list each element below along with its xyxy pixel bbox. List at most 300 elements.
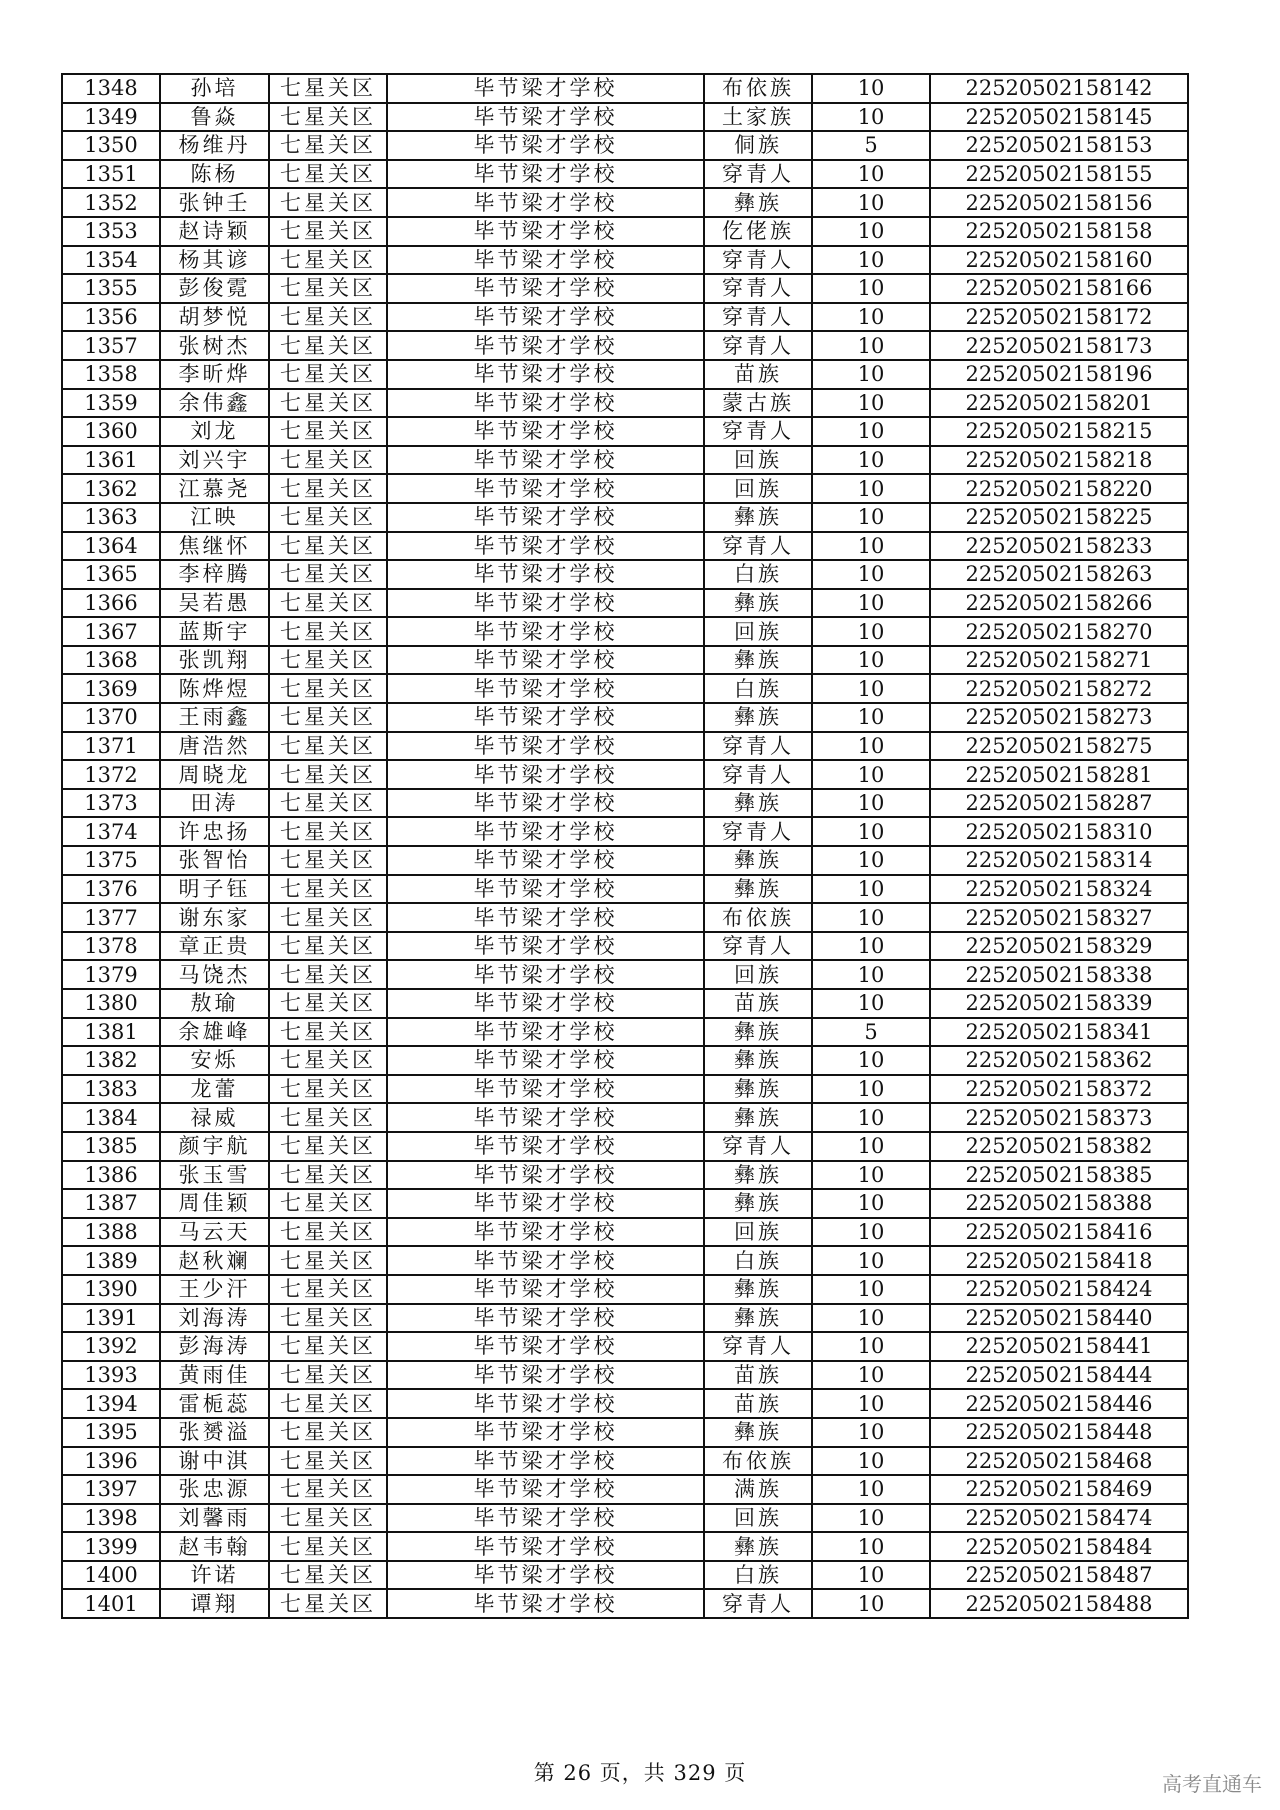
table-row	[62, 74, 1188, 103]
exam-id-cell: 22520502158338	[930, 960, 1188, 989]
school-cell: 毕节梁才学校	[387, 103, 704, 132]
bonus-points-cell: 10	[812, 360, 930, 389]
row-number-cell: 1377	[62, 903, 160, 932]
name-cell: 周晓龙	[160, 760, 269, 789]
ethnicity-cell: 彝族	[704, 503, 812, 532]
bonus-points-cell: 10	[812, 1475, 930, 1504]
school-cell: 毕节梁才学校	[387, 1103, 704, 1132]
district-cell: 七星关区	[269, 875, 387, 904]
table-row	[62, 989, 1188, 1018]
bonus-points-cell: 10	[812, 74, 930, 103]
ethnicity-cell: 彝族	[704, 789, 812, 818]
bonus-points-cell: 10	[812, 417, 930, 446]
exam-id-cell: 22520502158196	[930, 360, 1188, 389]
ethnicity-cell: 白族	[704, 674, 812, 703]
school-cell: 毕节梁才学校	[387, 446, 704, 475]
table-row	[62, 360, 1188, 389]
table-row	[62, 1532, 1188, 1561]
school-cell: 毕节梁才学校	[387, 274, 704, 303]
row-number-cell: 1357	[62, 331, 160, 360]
exam-id-cell: 22520502158444	[930, 1361, 1188, 1390]
watermark: 高考直通车	[1162, 1772, 1262, 1796]
name-cell: 张智怡	[160, 846, 269, 875]
table-row	[62, 1189, 1188, 1218]
school-cell: 毕节梁才学校	[387, 1361, 704, 1390]
exam-id-cell: 22520502158273	[930, 703, 1188, 732]
school-cell: 毕节梁才学校	[387, 331, 704, 360]
name-cell: 刘海涛	[160, 1304, 269, 1333]
table-row	[62, 732, 1188, 761]
name-cell: 谢中淇	[160, 1447, 269, 1476]
bonus-points-cell: 10	[812, 1447, 930, 1476]
name-cell: 鲁焱	[160, 103, 269, 132]
district-cell: 七星关区	[269, 1389, 387, 1418]
row-number-cell: 1397	[62, 1475, 160, 1504]
row-number-cell: 1396	[62, 1447, 160, 1476]
name-cell: 敖瑜	[160, 989, 269, 1018]
table-row	[62, 1246, 1188, 1275]
district-cell: 七星关区	[269, 1132, 387, 1161]
ethnicity-cell: 彝族	[704, 875, 812, 904]
school-cell: 毕节梁才学校	[387, 1561, 704, 1590]
bonus-points-cell: 10	[812, 1246, 930, 1275]
school-cell: 毕节梁才学校	[387, 74, 704, 103]
bonus-points-cell: 10	[812, 188, 930, 217]
bonus-points-cell: 10	[812, 1332, 930, 1361]
district-cell: 七星关区	[269, 1561, 387, 1590]
bonus-points-cell: 10	[812, 1361, 930, 1390]
row-number-cell: 1386	[62, 1161, 160, 1190]
row-number-cell: 1353	[62, 217, 160, 246]
district-cell: 七星关区	[269, 1447, 387, 1476]
ethnicity-cell: 回族	[704, 446, 812, 475]
name-cell: 刘兴宇	[160, 446, 269, 475]
bonus-points-cell: 10	[812, 1161, 930, 1190]
row-number-cell: 1356	[62, 303, 160, 332]
district-cell: 七星关区	[269, 846, 387, 875]
name-cell: 孙培	[160, 74, 269, 103]
row-number-cell: 1372	[62, 760, 160, 789]
table-row	[62, 760, 1188, 789]
row-number-cell: 1376	[62, 875, 160, 904]
exam-id-cell: 22520502158153	[930, 131, 1188, 160]
ethnicity-cell: 彝族	[704, 1418, 812, 1447]
bonus-points-cell: 10	[812, 303, 930, 332]
school-cell: 毕节梁才学校	[387, 1189, 704, 1218]
ethnicity-cell: 白族	[704, 1561, 812, 1590]
district-cell: 七星关区	[269, 674, 387, 703]
exam-id-cell: 22520502158487	[930, 1561, 1188, 1590]
exam-id-cell: 22520502158327	[930, 903, 1188, 932]
row-number-cell: 1391	[62, 1304, 160, 1333]
name-cell: 胡梦悦	[160, 303, 269, 332]
ethnicity-cell: 穿青人	[704, 1332, 812, 1361]
district-cell: 七星关区	[269, 217, 387, 246]
table-row	[62, 103, 1188, 132]
table-row	[62, 246, 1188, 275]
exam-id-cell: 22520502158281	[930, 760, 1188, 789]
name-cell: 龙蕾	[160, 1075, 269, 1104]
district-cell: 七星关区	[269, 932, 387, 961]
school-cell: 毕节梁才学校	[387, 589, 704, 618]
name-cell: 彭俊霓	[160, 274, 269, 303]
school-cell: 毕节梁才学校	[387, 1161, 704, 1190]
district-cell: 七星关区	[269, 417, 387, 446]
ethnicity-cell: 苗族	[704, 360, 812, 389]
ethnicity-cell: 穿青人	[704, 532, 812, 561]
name-cell: 吴若愚	[160, 589, 269, 618]
name-cell: 陈杨	[160, 160, 269, 189]
exam-id-cell: 22520502158418	[930, 1246, 1188, 1275]
exam-id-cell: 22520502158329	[930, 932, 1188, 961]
exam-id-cell: 22520502158233	[930, 532, 1188, 561]
ethnicity-cell: 穿青人	[704, 331, 812, 360]
ethnicity-cell: 彝族	[704, 703, 812, 732]
table-row	[62, 1504, 1188, 1533]
ethnicity-cell: 满族	[704, 1475, 812, 1504]
district-cell: 七星关区	[269, 1189, 387, 1218]
row-number-cell: 1384	[62, 1103, 160, 1132]
exam-id-cell: 22520502158441	[930, 1332, 1188, 1361]
school-cell: 毕节梁才学校	[387, 532, 704, 561]
table-row	[62, 274, 1188, 303]
bonus-points-cell: 10	[812, 760, 930, 789]
name-cell: 许忠扬	[160, 817, 269, 846]
ethnicity-cell: 穿青人	[704, 1132, 812, 1161]
ethnicity-cell: 彝族	[704, 188, 812, 217]
ethnicity-cell: 彝族	[704, 846, 812, 875]
name-cell: 张钟壬	[160, 188, 269, 217]
district-cell: 七星关区	[269, 274, 387, 303]
table-row	[62, 217, 1188, 246]
student-table	[61, 73, 1189, 1619]
bonus-points-cell: 10	[812, 1046, 930, 1075]
school-cell: 毕节梁才学校	[387, 674, 704, 703]
ethnicity-cell: 彝族	[704, 1075, 812, 1104]
row-number-cell: 1390	[62, 1275, 160, 1304]
school-cell: 毕节梁才学校	[387, 1504, 704, 1533]
district-cell: 七星关区	[269, 1018, 387, 1047]
ethnicity-cell: 白族	[704, 560, 812, 589]
bonus-points-cell: 10	[812, 1561, 930, 1590]
name-cell: 赵韦翰	[160, 1532, 269, 1561]
row-number-cell: 1359	[62, 389, 160, 418]
bonus-points-cell: 10	[812, 1304, 930, 1333]
bonus-points-cell: 10	[812, 1103, 930, 1132]
district-cell: 七星关区	[269, 1246, 387, 1275]
name-cell: 江慕尧	[160, 474, 269, 503]
school-cell: 毕节梁才学校	[387, 932, 704, 961]
bonus-points-cell: 10	[812, 617, 930, 646]
school-cell: 毕节梁才学校	[387, 1447, 704, 1476]
bonus-points-cell: 10	[812, 532, 930, 561]
table-row	[62, 617, 1188, 646]
row-number-cell: 1380	[62, 989, 160, 1018]
district-cell: 七星关区	[269, 1218, 387, 1247]
district-cell: 七星关区	[269, 760, 387, 789]
school-cell: 毕节梁才学校	[387, 1418, 704, 1447]
table-row	[62, 131, 1188, 160]
table-row	[62, 589, 1188, 618]
exam-id-cell: 22520502158173	[930, 331, 1188, 360]
exam-id-cell: 22520502158215	[930, 417, 1188, 446]
table-row	[62, 1561, 1188, 1590]
bonus-points-cell: 10	[812, 217, 930, 246]
row-number-cell: 1371	[62, 732, 160, 761]
district-cell: 七星关区	[269, 1275, 387, 1304]
school-cell: 毕节梁才学校	[387, 817, 704, 846]
school-cell: 毕节梁才学校	[387, 846, 704, 875]
exam-id-cell: 22520502158388	[930, 1189, 1188, 1218]
table-row	[62, 446, 1188, 475]
row-number-cell: 1387	[62, 1189, 160, 1218]
district-cell: 七星关区	[269, 1504, 387, 1533]
exam-id-cell: 22520502158416	[930, 1218, 1188, 1247]
exam-id-cell: 22520502158272	[930, 674, 1188, 703]
row-number-cell: 1374	[62, 817, 160, 846]
district-cell: 七星关区	[269, 1046, 387, 1075]
school-cell: 毕节梁才学校	[387, 989, 704, 1018]
table-row	[62, 1046, 1188, 1075]
ethnicity-cell: 彝族	[704, 1532, 812, 1561]
name-cell: 张凯翔	[160, 646, 269, 675]
ethnicity-cell: 回族	[704, 617, 812, 646]
row-number-cell: 1379	[62, 960, 160, 989]
district-cell: 七星关区	[269, 303, 387, 332]
exam-id-cell: 22520502158271	[930, 646, 1188, 675]
exam-id-cell: 22520502158172	[930, 303, 1188, 332]
district-cell: 七星关区	[269, 131, 387, 160]
exam-id-cell: 22520502158424	[930, 1275, 1188, 1304]
ethnicity-cell: 回族	[704, 474, 812, 503]
name-cell: 赵诗颖	[160, 217, 269, 246]
name-cell: 禄威	[160, 1103, 269, 1132]
bonus-points-cell: 10	[812, 1132, 930, 1161]
row-number-cell: 1365	[62, 560, 160, 589]
row-number-cell: 1392	[62, 1332, 160, 1361]
exam-id-cell: 22520502158440	[930, 1304, 1188, 1333]
exam-id-cell: 22520502158270	[930, 617, 1188, 646]
exam-id-cell: 22520502158488	[930, 1589, 1188, 1618]
name-cell: 李昕烨	[160, 360, 269, 389]
ethnicity-cell: 穿青人	[704, 303, 812, 332]
bonus-points-cell: 10	[812, 160, 930, 189]
bonus-points-cell: 10	[812, 817, 930, 846]
ethnicity-cell: 穿青人	[704, 932, 812, 961]
table-row	[62, 503, 1188, 532]
district-cell: 七星关区	[269, 903, 387, 932]
row-number-cell: 1367	[62, 617, 160, 646]
exam-id-cell: 22520502158218	[930, 446, 1188, 475]
school-cell: 毕节梁才学校	[387, 1304, 704, 1333]
exam-id-cell: 22520502158142	[930, 74, 1188, 103]
school-cell: 毕节梁才学校	[387, 1246, 704, 1275]
ethnicity-cell: 彝族	[704, 1103, 812, 1132]
row-number-cell: 1373	[62, 789, 160, 818]
exam-id-cell: 22520502158275	[930, 732, 1188, 761]
name-cell: 雷栀蕊	[160, 1389, 269, 1418]
district-cell: 七星关区	[269, 1532, 387, 1561]
bonus-points-cell: 10	[812, 674, 930, 703]
name-cell: 刘龙	[160, 417, 269, 446]
district-cell: 七星关区	[269, 1589, 387, 1618]
district-cell: 七星关区	[269, 1475, 387, 1504]
row-number-cell: 1370	[62, 703, 160, 732]
ethnicity-cell: 穿青人	[704, 817, 812, 846]
bonus-points-cell: 10	[812, 1189, 930, 1218]
district-cell: 七星关区	[269, 389, 387, 418]
name-cell: 颜宇航	[160, 1132, 269, 1161]
row-number-cell: 1368	[62, 646, 160, 675]
district-cell: 七星关区	[269, 1161, 387, 1190]
row-number-cell: 1352	[62, 188, 160, 217]
exam-id-cell: 22520502158155	[930, 160, 1188, 189]
row-number-cell: 1400	[62, 1561, 160, 1590]
row-number-cell: 1401	[62, 1589, 160, 1618]
name-cell: 彭海涛	[160, 1332, 269, 1361]
name-cell: 张赟溢	[160, 1418, 269, 1447]
ethnicity-cell: 布依族	[704, 74, 812, 103]
school-cell: 毕节梁才学校	[387, 188, 704, 217]
exam-id-cell: 22520502158266	[930, 589, 1188, 618]
table-row	[62, 789, 1188, 818]
row-number-cell: 1350	[62, 131, 160, 160]
ethnicity-cell: 侗族	[704, 131, 812, 160]
exam-id-cell: 22520502158469	[930, 1475, 1188, 1504]
district-cell: 七星关区	[269, 1075, 387, 1104]
bonus-points-cell: 10	[812, 1504, 930, 1533]
table-row	[62, 188, 1188, 217]
exam-id-cell: 22520502158324	[930, 875, 1188, 904]
exam-id-cell: 22520502158156	[930, 188, 1188, 217]
district-cell: 七星关区	[269, 1418, 387, 1447]
exam-id-cell: 22520502158160	[930, 246, 1188, 275]
district-cell: 七星关区	[269, 960, 387, 989]
table-row	[62, 1218, 1188, 1247]
table-row	[62, 560, 1188, 589]
table-row	[62, 417, 1188, 446]
school-cell: 毕节梁才学校	[387, 875, 704, 904]
ethnicity-cell: 穿青人	[704, 417, 812, 446]
ethnicity-cell: 蒙古族	[704, 389, 812, 418]
ethnicity-cell: 彝族	[704, 1046, 812, 1075]
ethnicity-cell: 回族	[704, 960, 812, 989]
table-row	[62, 703, 1188, 732]
exam-id-cell: 22520502158468	[930, 1447, 1188, 1476]
ethnicity-cell: 彝族	[704, 1189, 812, 1218]
name-cell: 马饶杰	[160, 960, 269, 989]
school-cell: 毕节梁才学校	[387, 732, 704, 761]
district-cell: 七星关区	[269, 331, 387, 360]
table-row	[62, 1132, 1188, 1161]
bonus-points-cell: 10	[812, 646, 930, 675]
table-row	[62, 389, 1188, 418]
table-row	[62, 1475, 1188, 1504]
bonus-points-cell: 10	[812, 331, 930, 360]
name-cell: 蓝斯宇	[160, 617, 269, 646]
exam-id-cell: 22520502158372	[930, 1075, 1188, 1104]
school-cell: 毕节梁才学校	[387, 417, 704, 446]
exam-id-cell: 22520502158263	[930, 560, 1188, 589]
bonus-points-cell: 10	[812, 1075, 930, 1104]
table-row	[62, 932, 1188, 961]
bonus-points-cell: 10	[812, 960, 930, 989]
school-cell: 毕节梁才学校	[387, 1218, 704, 1247]
table-row	[62, 1418, 1188, 1447]
school-cell: 毕节梁才学校	[387, 160, 704, 189]
district-cell: 七星关区	[269, 360, 387, 389]
ethnicity-cell: 仡佬族	[704, 217, 812, 246]
exam-id-cell: 22520502158310	[930, 817, 1188, 846]
ethnicity-cell: 土家族	[704, 103, 812, 132]
district-cell: 七星关区	[269, 989, 387, 1018]
row-number-cell: 1385	[62, 1132, 160, 1161]
ethnicity-cell: 回族	[704, 1504, 812, 1533]
table-row	[62, 1304, 1188, 1333]
bonus-points-cell: 10	[812, 989, 930, 1018]
row-number-cell: 1358	[62, 360, 160, 389]
name-cell: 余伟鑫	[160, 389, 269, 418]
school-cell: 毕节梁才学校	[387, 246, 704, 275]
school-cell: 毕节梁才学校	[387, 1532, 704, 1561]
school-cell: 毕节梁才学校	[387, 1589, 704, 1618]
bonus-points-cell: 10	[812, 103, 930, 132]
table-body	[62, 74, 1188, 1618]
district-cell: 七星关区	[269, 617, 387, 646]
school-cell: 毕节梁才学校	[387, 960, 704, 989]
ethnicity-cell: 穿青人	[704, 274, 812, 303]
bonus-points-cell: 10	[812, 446, 930, 475]
district-cell: 七星关区	[269, 1304, 387, 1333]
row-number-cell: 1383	[62, 1075, 160, 1104]
page-number: 第 26 页，共 329 页	[533, 1761, 747, 1785]
ethnicity-cell: 穿青人	[704, 760, 812, 789]
row-number-cell: 1395	[62, 1418, 160, 1447]
school-cell: 毕节梁才学校	[387, 303, 704, 332]
ethnicity-cell: 白族	[704, 1246, 812, 1275]
school-cell: 毕节梁才学校	[387, 389, 704, 418]
exam-id-cell: 22520502158225	[930, 503, 1188, 532]
row-number-cell: 1360	[62, 417, 160, 446]
school-cell: 毕节梁才学校	[387, 903, 704, 932]
bonus-points-cell: 10	[812, 1418, 930, 1447]
exam-id-cell: 22520502158448	[930, 1418, 1188, 1447]
bonus-points-cell: 10	[812, 1218, 930, 1247]
table-row	[62, 1332, 1188, 1361]
bonus-points-cell: 10	[812, 846, 930, 875]
exam-id-cell: 22520502158145	[930, 103, 1188, 132]
bonus-points-cell: 10	[812, 389, 930, 418]
name-cell: 周佳颖	[160, 1189, 269, 1218]
table-row	[62, 960, 1188, 989]
name-cell: 田涛	[160, 789, 269, 818]
name-cell: 刘馨雨	[160, 1504, 269, 1533]
district-cell: 七星关区	[269, 160, 387, 189]
school-cell: 毕节梁才学校	[387, 789, 704, 818]
table-row	[62, 1589, 1188, 1618]
table-row	[62, 1361, 1188, 1390]
district-cell: 七星关区	[269, 703, 387, 732]
school-cell: 毕节梁才学校	[387, 1046, 704, 1075]
school-cell: 毕节梁才学校	[387, 1132, 704, 1161]
name-cell: 杨维丹	[160, 131, 269, 160]
district-cell: 七星关区	[269, 103, 387, 132]
table-row	[62, 1103, 1188, 1132]
school-cell: 毕节梁才学校	[387, 131, 704, 160]
row-number-cell: 1354	[62, 246, 160, 275]
row-number-cell: 1393	[62, 1361, 160, 1390]
bonus-points-cell: 10	[812, 932, 930, 961]
